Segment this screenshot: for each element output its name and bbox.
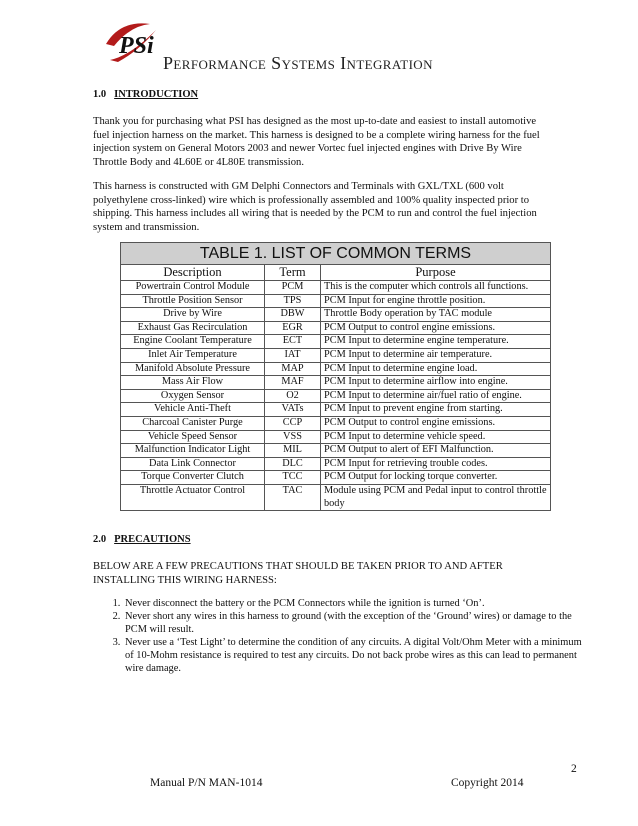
term-abbreviation: IAT [265, 348, 321, 362]
table-row [121, 376, 551, 390]
term-purpose: PCM Output to alert of EFI Malfunction. [321, 444, 551, 458]
term-abbreviation: MIL [265, 444, 321, 458]
term-abbreviation: DLC [265, 457, 321, 471]
table-row [121, 389, 551, 403]
column-header-description: Description [121, 265, 265, 281]
list-item: 3. Never use a ‘Test Light’ to determine the condition of any circuits. A digital Volt/Ohm Meter with a minimum of 10-Mohm resistance is required to test any circuits. Do not back probe wires as this can lead to permanent wire damage. [123, 636, 583, 675]
term-abbreviation: DBW [265, 308, 321, 322]
term-purpose: PCM Output for locking torque converter. [321, 471, 551, 485]
term-purpose: PCM Input to determine airflow into engine. [321, 376, 551, 390]
term-description: Manifold Absolute Pressure [121, 362, 265, 376]
section-2-title: PRECAUTIONS [114, 534, 191, 545]
term-abbreviation: TPS [265, 294, 321, 308]
term-description: Drive by Wire [121, 308, 265, 322]
term-purpose: PCM Input to determine vehicle speed. [321, 430, 551, 444]
term-abbreviation: CCP [265, 416, 321, 430]
table-row [121, 444, 551, 458]
company-name: Performance Systems Integration [163, 53, 433, 73]
list-item: 2. Never short any wires in this harness to ground (with the exception of the ‘Ground’ wires) or damage to the PCM will result. [123, 610, 583, 636]
section-1-number: 1.0 [93, 89, 107, 100]
term-purpose: PCM Input for retrieving trouble codes. [321, 457, 551, 471]
table-row [121, 348, 551, 362]
precautions-list [93, 597, 583, 675]
term-description: Throttle Actuator Control [121, 484, 265, 510]
copyright: Copyright 2014 [451, 777, 524, 789]
table-row [121, 430, 551, 444]
term-abbreviation: TCC [265, 471, 321, 485]
text-line: INSTALLING THIS WIRING HARNESS: [93, 574, 277, 586]
term-abbreviation: O2 [265, 389, 321, 403]
section-1-title: INTRODUCTION [114, 89, 199, 100]
term-abbreviation: VATs [265, 403, 321, 417]
term-description: Throttle Position Sensor [121, 294, 265, 308]
text-line: Thank you for purchasing what PSI has designed as the most up-to-date and easiest to install automotive [93, 116, 537, 127]
text-line: injection system on General Motors 2003 and newer Vortec fuel injected engines with Drive By Wire [93, 143, 522, 154]
table-row [121, 321, 551, 335]
term-abbreviation: PCM [265, 281, 321, 295]
term-purpose: PCM Output to control engine emissions. [321, 416, 551, 430]
term-abbreviation: TAC [265, 484, 321, 510]
section-2-heading [93, 534, 191, 545]
table-row [121, 362, 551, 376]
term-description: Vehicle Speed Sensor [121, 430, 265, 444]
term-description: Inlet Air Temperature [121, 348, 265, 362]
table-row [121, 457, 551, 471]
table-row [121, 416, 551, 430]
term-purpose: PCM Input to determine air/fuel ratio of engine. [321, 389, 551, 403]
term-purpose: Throttle Body operation by TAC module [321, 308, 551, 322]
term-abbreviation: EGR [265, 321, 321, 335]
term-purpose: PCM Input to prevent engine from starting. [321, 403, 551, 417]
table-body [121, 281, 551, 511]
term-description: Powertrain Control Module [121, 281, 265, 295]
table-row [121, 308, 551, 322]
intro-paragraph-2 [93, 180, 563, 234]
page-number: 2 [571, 763, 577, 775]
term-description: Torque Converter Clutch [121, 471, 265, 485]
term-description: Malfunction Indicator Light [121, 444, 265, 458]
table-row [121, 484, 551, 510]
table-row [121, 471, 551, 485]
term-abbreviation: MAP [265, 362, 321, 376]
intro-paragraph-1 [93, 115, 563, 169]
section-1-heading [93, 89, 198, 100]
term-abbreviation: MAF [265, 376, 321, 390]
term-description: Exhaust Gas Recirculation [121, 321, 265, 335]
table-row [121, 403, 551, 417]
column-header-term: Term [265, 265, 321, 281]
text-line: system and transmission. [93, 221, 200, 233]
term-description: Data Link Connector [121, 457, 265, 471]
table-row [121, 335, 551, 349]
term-purpose: PCM Input for engine throttle position. [321, 294, 551, 308]
text-line: Throttle Body and 4L60E or 4L80E transmission. [93, 156, 304, 168]
term-abbreviation: VSS [265, 430, 321, 444]
term-purpose: PCM Input to determine engine temperature. [321, 335, 551, 349]
common-terms-table [120, 242, 551, 511]
term-description: Vehicle Anti-Theft [121, 403, 265, 417]
logo-text: PSi [119, 33, 154, 59]
section-2-number: 2.0 [93, 534, 107, 545]
term-purpose: PCM Input to determine air temperature. [321, 348, 551, 362]
term-purpose: PCM Output to control engine emissions. [321, 321, 551, 335]
term-description: Oxygen Sensor [121, 389, 265, 403]
text-line: fuel injection harness on the market. This harness is designed to be a complete wiring harness for the fuel [93, 129, 540, 141]
text-line: BELOW ARE A FEW PRECAUTIONS THAT SHOULD BE TAKEN PRIOR TO AND AFTER [93, 561, 503, 572]
table-row [121, 281, 551, 295]
text-line: This harness is constructed with GM Delphi Connectors and Terminals with GXL/TXL (600 volt [93, 181, 504, 192]
term-description: Engine Coolant Temperature [121, 335, 265, 349]
term-purpose: Module using PCM and Pedal input to control throttle body [321, 484, 551, 510]
table-title: TABLE 1. LIST OF COMMON TERMS [121, 243, 551, 265]
term-purpose: PCM Input to determine engine load. [321, 362, 551, 376]
precautions-intro [93, 560, 563, 587]
term-abbreviation: ECT [265, 335, 321, 349]
psi-logo [100, 16, 162, 66]
term-description: Mass Air Flow [121, 376, 265, 390]
manual-part-number: Manual P/N MAN-1014 [150, 777, 263, 789]
term-purpose: This is the computer which controls all functions. [321, 281, 551, 295]
column-header-purpose: Purpose [321, 265, 551, 281]
term-description: Charcoal Canister Purge [121, 416, 265, 430]
text-line: polyethylene cross-linked) wire which is professionally assembled and 100% quality inspected prior to [93, 194, 530, 206]
table-row [121, 294, 551, 308]
list-item: 1. Never disconnect the battery or the PCM Connectors while the ignition is turned ‘On’. [123, 597, 583, 610]
text-line: shipping. This harness includes all wiring that is needed by the PCM to run and control the fuel injection [93, 208, 537, 219]
